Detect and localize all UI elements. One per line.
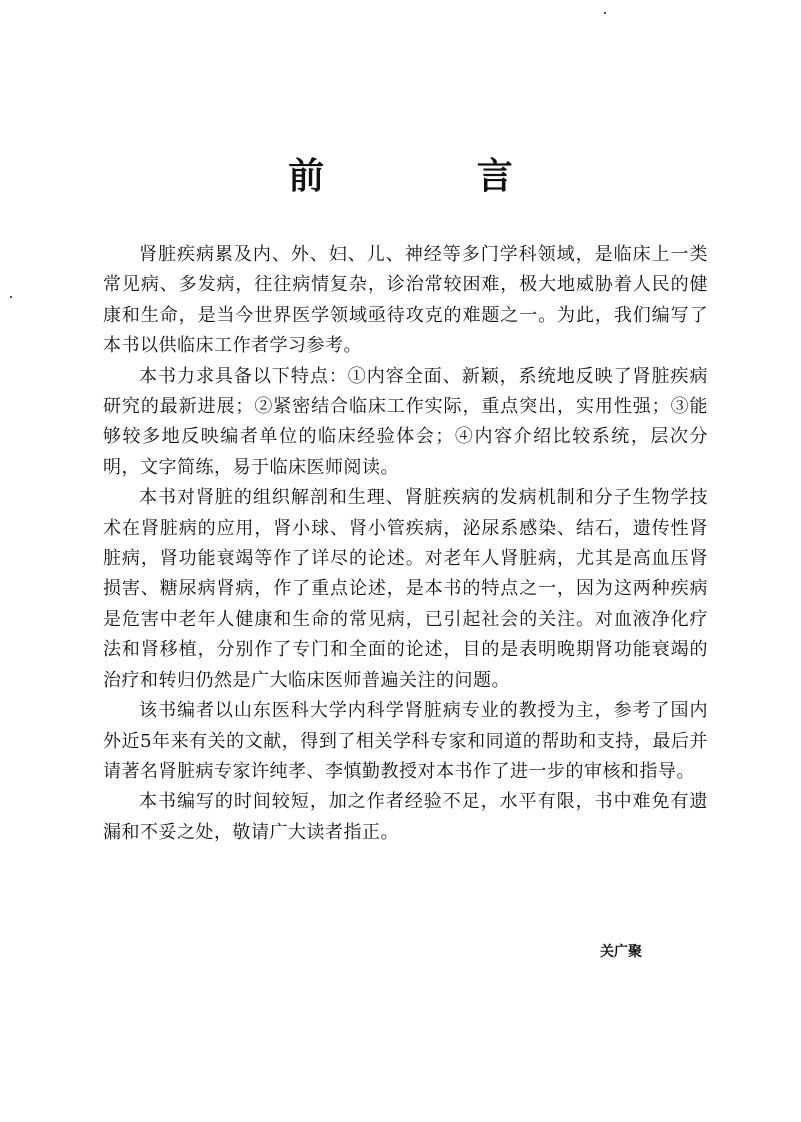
paragraph-1: 肾脏疾病累及内、外、妇、儿、神经等多门学科领域，是临床上一类常见病、多发病，往往病情复杂，诊治常较困难，极大地威胁着人民的健康和生命，是当今世界医学领域亟待攻克的难题之一。为此，我们编写了本书以供临床工作者学习参考。 bbox=[103, 244, 708, 357]
preface-body bbox=[103, 240, 708, 848]
paragraph-5: 本书编写的时间较短，加之作者经验不足，水平有限，书中难免有遗漏和不妥之处，敬请广大读者指正。 bbox=[103, 791, 708, 843]
author-signature: 关广聚 bbox=[600, 944, 642, 960]
paragraph-3: 本书对肾脏的组织解剖和生理、肾脏疾病的发病机制和分子生物学技术在肾脏病的应用，肾小球、肾小管疾病，泌尿系感染、结石，遗传性肾脏病，肾功能衰竭等作了详尽的论述。对老年人肾脏病，尤其是高血压肾损害、糖尿病肾病，作了重点论述，是本书的特点之一，因为这两种疾病是危害中老年人健康和生命的常见病，已引起社会的关注。对血液净化疗法和肾移植，分别作了专门和全面的论述，目的是表明晚期肾功能衰竭的治疗和转归仍然是广大临床医师普遍关注的问题。 bbox=[103, 487, 708, 691]
paragraph-4: 该书编者以山东医科大学内科学肾脏病专业的教授为主，参考了国内外近5年来有关的文献，得到了相关学科专家和同道的帮助和支持，最后并请著名肾脏病专家许纯孝、李慎勤教授对本书作了进一步的审核和指导。 bbox=[103, 700, 708, 782]
paragraph-2: 本书力求具备以下特点：①内容全面、新颖，系统地反映了肾脏疾病研究的最新进展；②紧密结合临床工作实际，重点突出，实用性强；③能够较多地反映编者单位的临床经验体会；④内容介绍比较系统，层次分明，文字简练，易于临床医师阅读。 bbox=[103, 365, 708, 478]
page-title: 前 言 bbox=[288, 156, 583, 197]
scan-speck bbox=[10, 296, 12, 298]
scan-speck bbox=[604, 12, 606, 14]
